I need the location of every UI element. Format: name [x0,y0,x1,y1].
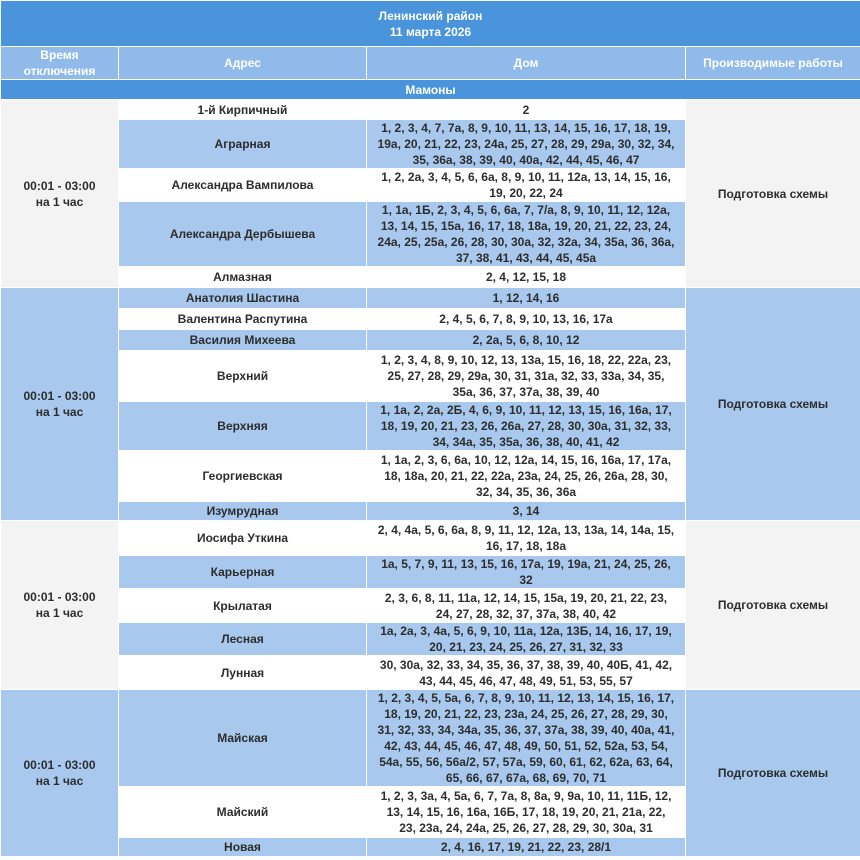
outage-time-cell [1,521,119,690]
house-list: 2, 4, 16, 17, 19, 21, 22, 23, 28/1 [367,838,686,857]
date-title: 11 марта 2026 [389,24,472,39]
outage-time: 00:01 - 03:00 [23,758,96,772]
house-list: 2, 3, 6, 8, 11, 11а, 12, 14, 15, 15а, 19, 20, 21, 22, 23, 24, 27, 28, 32, 37, 37а, 38, 40, 42 [367,589,686,623]
work-type: Подготовка схемы [686,100,860,288]
house-list: 1, 2, 2а, 3, 4, 5, 6, 6а, 8, 9, 10, 11, 12а, 13, 14, 15, 16, 19, 20, 22, 24 [367,169,686,202]
outage-duration: на 1 час [35,606,84,620]
column-header-address: Адрес [119,47,367,80]
house-list: 1, 1а, 1Б, 2, 3, 4, 5, 6, 6а, 7, 7/а, 8, 9, 10, 11, 12, 12а, 13, 14, 15, 15а, 16, 17, 18, 18а, 19, 20, 21, 22, 23, 24, 24а, 25, 25а, 26, 28, 30, 30а, 32, 32а, 34, 35а, 36, 36а, 37, 38, 41, 43, 44, 45, 45а [367,202,686,267]
house-list: 2, 4, 4а, 5, 6, 6а, 8, 9, 11, 12, 12а, 13, 13а, 14, 14а, 15, 16, 17, 18, 18а [367,521,686,556]
outage-duration: на 1 час [35,405,84,419]
house-list: 2, 4, 5, 6, 7, 8, 9, 10, 13, 16, 17а [367,309,686,330]
street-name: Лесная [119,623,367,656]
street-name: Анатолия Шастина [119,288,367,309]
street-name: Верхний [119,351,367,402]
section-title: Мамоны [1,80,860,100]
house-list: 2, 4, 12, 15, 18 [367,267,686,288]
column-header-time: Время отключения [1,47,119,80]
street-name: Верхняя [119,402,367,451]
work-type: Подготовка схемы [686,521,860,690]
outage-time-cell [1,690,119,857]
column-header-work: Производимые работы [686,47,860,80]
street-name: Майская [119,690,367,787]
house-list: 2 [367,100,686,120]
street-name: Георгиевская [119,451,367,502]
street-name: Лунная [119,656,367,690]
house-list: 1, 1а, 2, 3, 6, 6а, 10, 12, 12а, 14, 15, 16, 16а, 17, 17а, 18, 18а, 20, 21, 22, 22а, 23а, 24, 25, 26, 26а, 28, 30, 32, 34, 35, 36, 36а [367,451,686,502]
street-name: Александра Дербышева [119,202,367,267]
house-list: 30, 30а, 32, 33, 34, 35, 36, 37, 38, 39, 40, 40Б, 41, 42, 43, 44, 45, 46, 47, 48, 49, 51, 53, 55, 57 [367,656,686,690]
street-name: Аграрная [119,120,367,169]
table-title [1,1,860,47]
outage-time-cell [1,288,119,521]
street-name: Василия Михеева [119,330,367,351]
street-name: Иосифа Уткина [119,521,367,556]
house-list: 1, 2, 3, 3а, 4, 5а, 6, 7, 7а, 8, 8а, 9, 9а, 10, 11, 11Б, 12, 13, 14, 15, 16, 16а, 16Б, 17, 18, 19, 20, 21, 21а, 22, 23, 23а, 24, 24а, 25, 26, 27, 28, 29, 30, 30а, 31 [367,787,686,838]
outage-time: 00:01 - 03:00 [23,590,96,604]
house-list: 1, 12, 14, 16 [367,288,686,309]
house-list: 1а, 5, 7, 9, 11, 13, 15, 16, 17а, 19, 19а, 21, 24, 25, 26, 32 [367,556,686,589]
outage-duration: на 1 час [35,774,84,788]
house-list: 1, 1а, 2, 2а, 2Б, 4, 6, 9, 10, 11, 12, 13, 15, 16, 16а, 17, 18, 19, 20, 21, 23, 26, 26а, 27, 28, 30, 30а, 31, 32, 33, 34, 34а, 35, 35а, 36, 38, 40, 41, 42 [367,402,686,451]
street-name: 1-й Кирпичный [119,100,367,120]
outage-time: 00:01 - 03:00 [23,178,96,193]
street-name: Крылатая [119,589,367,623]
street-name: Валентина Распутина [119,309,367,330]
outage-time-cell [1,100,119,288]
column-header-house: Дом [367,47,686,80]
work-type: Подготовка схемы [686,288,860,521]
district-title: Ленинский район [378,8,483,23]
house-list: 1, 2, 3, 4, 7, 7а, 8, 9, 10, 11, 13, 14, 15, 16, 17, 18, 19, 19а, 20, 21, 22, 23, 24а, 25, 27, 28, 29, 29а, 30, 32, 34, 35, 36а, 38, 39, 40, 40а, 42, 44, 45, 46, 47 [367,120,686,169]
house-list: 2, 2а, 5, 6, 8, 10, 12 [367,330,686,351]
street-name: Изумрудная [119,502,367,521]
outage-time: 00:01 - 03:00 [23,389,96,403]
street-name: Карьерная [119,556,367,589]
house-list: 1а, 2а, 3, 4а, 5, 6, 9, 10, 11а, 12а, 13Б, 14, 16, 17, 19, 20, 21, 23, 24, 25, 26, 27, 31, 32, 33 [367,623,686,656]
house-list: 1, 2, 3, 4, 8, 9, 10, 12, 13, 13а, 15, 16, 18, 22, 22а, 23, 25, 27, 28, 29, 29а, 30, 31, 31а, 32, 33, 33а, 34, 35, 35а, 36, 37, 37а, 38, 39, 40 [367,351,686,402]
street-name: Александра Вампилова [119,169,367,202]
outage-duration: на 1 час [35,194,84,209]
street-name: Алмазная [119,267,367,288]
house-list: 3, 14 [367,502,686,521]
street-name: Майский [119,787,367,838]
street-name: Новая [119,838,367,857]
house-list: 1, 2, 3, 4, 5, 5а, 6, 7, 8, 9, 10, 11, 12, 13, 14, 15, 16, 17, 18, 19, 20, 21, 22, 23, 23а, 24, 25, 26, 27, 28, 29, 30, 31, 32, 33, 34, 34а, 35, 36, 37, 37а, 38, 39, 40, 40а, 41, 42, 43, 44, 45, 46, 47, 48, 49, 50, 51, 52, 52а, 53, 54, 54а, 55, 56, 56а/2, 57, 57а, 59, 60, 61, 62, 62а, 63, 64, 65, 66, 67, 67а, 68, 69, 70, 71 [367,690,686,787]
work-type: Подготовка схемы [686,690,860,857]
